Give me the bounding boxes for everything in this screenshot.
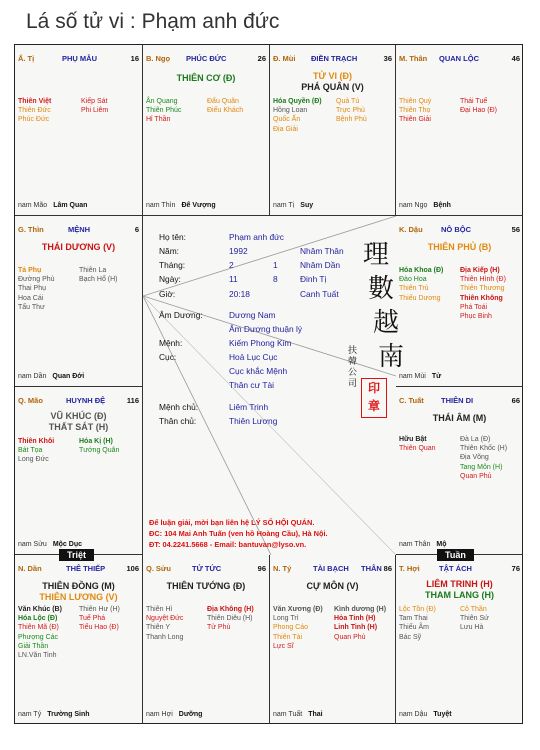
palace-life-stage: Quan Đới (52, 373, 85, 380)
minor-star: Bát Tọa (18, 447, 43, 455)
palace-branch (18, 564, 42, 573)
info-ho-ten-value: Phạm anh đức (229, 232, 284, 242)
minor-stars-left (273, 605, 323, 651)
palace-stem: Q. (18, 396, 26, 405)
palace-name: MỆNH (68, 225, 91, 234)
minor-star: Thiên Hỉ (146, 606, 173, 613)
palace-header (273, 54, 392, 64)
palace-branch (399, 396, 424, 405)
minor-stars-left (18, 266, 55, 312)
minor-star: Thiên Không (460, 294, 503, 302)
contact-address: ĐC: 104 Mai Anh Tuấn (ven hồ Hoàng Cầu), Hà Nội. (149, 529, 328, 538)
palace-footer (18, 711, 90, 718)
minor-star: Thiên Diêu (H) (207, 615, 253, 623)
minor-star: Đào Hoa (399, 276, 427, 284)
palace-number: 16 (130, 54, 139, 63)
minor-stars-right (79, 437, 119, 455)
palace-branch-name: Hợi (406, 564, 420, 573)
minor-star: Thiên Tài (273, 633, 303, 641)
minor-stars-right (207, 97, 243, 115)
minor-star: Địa Võng (460, 454, 489, 462)
minor-star: Lực Sĩ (273, 642, 294, 650)
minor-star: Bác Sỹ (399, 633, 422, 641)
palace-number: 26 (257, 54, 266, 63)
minor-star: Địa Không (H) (207, 606, 254, 613)
minor-star: Thiếu Dương (399, 294, 441, 302)
palace-branch (273, 564, 291, 573)
palace-life-stage: Dưỡng (178, 711, 203, 718)
page-title: Lá số tử vi : Phạm anh đức (26, 10, 280, 33)
minor-star: Quả Tú (336, 98, 360, 105)
info-thang-value: 2 (229, 260, 234, 270)
horoscope-chart (14, 44, 523, 724)
palace-number: 66 (511, 396, 520, 405)
palace-age-year: nam Thân (399, 541, 431, 548)
palace-name: THÊ THIẾP (66, 564, 106, 573)
minor-stars-right (334, 605, 386, 642)
minor-star: Thiên Thương (460, 285, 505, 293)
main-star: THÁI ÂM (M) (432, 413, 487, 423)
palace-footer (18, 373, 84, 380)
minor-star: Địa Giải (273, 125, 298, 133)
palace-name: ĐIỀN TRẠCH (311, 54, 358, 63)
minor-star: Hỏa Tinh (H) (334, 615, 376, 623)
palace-name: PHỤ MẪU (62, 54, 97, 63)
calligraphy-seal (363, 238, 404, 374)
minor-stars-right (81, 97, 108, 115)
info-thang-canchi: Nhâm Dần (300, 260, 341, 270)
palace-the-thiep[interactable] (15, 555, 143, 724)
palace-branch (18, 225, 44, 234)
palace-branch (273, 54, 295, 63)
info-than-chu-value: Thiên Lương (229, 416, 278, 426)
minor-stars-left (399, 605, 436, 642)
minor-star: Hóa Lộc (Đ) (18, 615, 58, 623)
info-menh-chu-value: Liêm Trinh (229, 402, 269, 412)
info-am-duong-label: Âm Dương: (159, 310, 203, 320)
palace-age-year: nam Tuất (273, 711, 303, 718)
minor-star: Thiên Đức (18, 107, 51, 115)
palace-footer (18, 202, 87, 209)
minor-star: Hồng Loan (273, 107, 308, 115)
palace-number: 36 (383, 54, 392, 63)
palace-life-stage: Trường Sinh (47, 711, 90, 718)
palace-name: QUAN LỘC (439, 54, 479, 63)
info-nam-canchi: Nhâm Thân (300, 246, 344, 256)
palace-footer (18, 541, 82, 548)
seal-side-char: 韓 (348, 357, 358, 367)
minor-star: Quan Phủ (460, 472, 492, 480)
minor-star: Cô Thần (460, 606, 487, 613)
palace-number: 86 (383, 564, 392, 573)
palace-tat-ach[interactable] (396, 555, 523, 724)
minor-star: Thiên Hư (H) (79, 606, 120, 613)
seal-side-char: 扶 (348, 346, 358, 356)
palace-age-year: nam Hợi (146, 711, 173, 718)
palace-name: THIÊN DI (441, 396, 474, 405)
palace-age-year: nam Thìn (146, 202, 176, 209)
minor-star: Thiên Hình (Đ) (460, 276, 506, 284)
minor-star: Quan Phù (334, 633, 366, 641)
calligraphy-char: 南 (378, 342, 405, 372)
minor-star: Tang Môn (H) (460, 463, 503, 471)
minor-star: Tuế Phá (79, 615, 106, 623)
minor-star: Kiếp Sát (81, 98, 108, 105)
minor-star: Đại Hao (Đ) (460, 107, 497, 115)
palace-header (18, 396, 139, 406)
minor-star: Hóa Quyền (Đ) (273, 98, 322, 105)
palace-stem: Ấ. (18, 54, 26, 63)
palace-branch-name: Dần (27, 564, 42, 573)
palace-age-year: nam Dần (18, 373, 47, 380)
minor-star: Kình dương (H) (334, 606, 387, 613)
minor-star: Phi Liêm (81, 107, 109, 115)
info-thang-label: Tháng: (159, 260, 186, 270)
palace-branch-name: Thìn (27, 225, 44, 234)
minor-star: Đà La (Đ) (460, 436, 491, 443)
palace-name: HUYNH ĐỆ (66, 396, 106, 405)
minor-stars-left (399, 435, 436, 453)
info-menh-label: Mệnh: (159, 338, 183, 348)
main-star: CỰ MÔN (V) (306, 581, 359, 591)
info-ngay-lunar: 8 (273, 274, 278, 284)
info-am-duong-note: Âm Dương thuận lý (229, 324, 303, 334)
main-star: LIÊM TRINH (H) (426, 579, 493, 589)
palace-huynh-de[interactable] (15, 387, 143, 555)
minor-star: LN.Văn Tinh (18, 652, 57, 660)
main-star: THẤT SÁT (H) (48, 422, 109, 432)
palace-life-stage: Lâm Quan (53, 202, 88, 209)
minor-star: Giải Thần (18, 642, 49, 650)
palace-quan-loc[interactable] (396, 45, 523, 216)
calligraphy-char: 越 (373, 308, 400, 338)
palace-phu-mau[interactable] (15, 45, 143, 216)
minor-star: Nguyệt Đức (146, 615, 184, 623)
palace-age-year: nam Mùi (399, 373, 426, 380)
minor-star: Long Đức (18, 456, 49, 464)
palace-tu-tuc[interactable] (143, 555, 270, 724)
minor-star: Ân Quang (146, 98, 178, 105)
palace-tai-bach[interactable] (270, 555, 396, 724)
palace-branch-name: Ngọ (155, 54, 171, 63)
info-cuc-relation: Cục khắc Mệnh (229, 366, 288, 376)
palace-life-stage: Suy (300, 202, 314, 209)
minor-stars-left (273, 97, 322, 134)
palace-number: 96 (257, 564, 266, 573)
info-thang-lunar: 1 (273, 260, 278, 270)
palace-dien-trach[interactable] (270, 45, 396, 216)
palace-stem: G. (18, 225, 26, 234)
badge-tuan: Tuần (437, 549, 474, 561)
minor-star: Hỉ Thần (146, 116, 171, 124)
minor-star: Thái Tuế (460, 98, 488, 105)
minor-star: Phúc Đức (18, 116, 50, 124)
info-gio-canchi: Canh Tuất (300, 289, 339, 299)
minor-star: Thiên Quan (399, 445, 436, 453)
palace-life-stage: Thai (308, 711, 323, 718)
palace-number: 46 (511, 54, 520, 63)
palace-header (18, 225, 139, 235)
minor-star: Phục Binh (460, 313, 492, 321)
palace-name: TỬ TỨC (192, 564, 222, 573)
palace-number: 76 (511, 564, 520, 573)
badge-triet: Triệt (59, 549, 94, 561)
stamp-char: 印 (367, 381, 380, 395)
palace-stem: T. (399, 564, 405, 573)
minor-star: Hữu Bật (399, 436, 427, 443)
minor-star: Lưu Hà (460, 624, 484, 632)
minor-star: Thiên Khốc (H) (460, 445, 508, 453)
info-gio-label: Giờ: (159, 289, 176, 299)
minor-star: Điếu Khách (207, 107, 244, 115)
palace-phuc-duc[interactable] (143, 45, 270, 216)
minor-star: Thiên Phúc (146, 107, 182, 115)
minor-stars-left (18, 97, 51, 125)
palace-age-year: nam Mão (18, 202, 48, 209)
minor-star: Thiên Giải (399, 116, 431, 124)
stamp-char: 章 (367, 399, 380, 413)
minor-star: Thiên Mã (Đ) (18, 624, 59, 632)
calligraphy-char: 數 (368, 274, 395, 304)
palace-branch-name: Tuất (408, 396, 424, 405)
info-ho-ten: Họ tên: (159, 232, 187, 242)
minor-star: Long Trì (273, 615, 299, 623)
palace-age-year: nam Dậu (399, 711, 428, 718)
palace-branch-name: Mùi (282, 54, 296, 63)
palace-footer (399, 711, 452, 718)
info-gio-value: 20:18 (229, 289, 250, 299)
minor-star: Tấu Thư (18, 303, 45, 311)
palace-footer (399, 202, 451, 209)
palace-branch-name: Tý (282, 564, 292, 573)
palace-menh[interactable] (15, 216, 143, 387)
palace-life-stage: Tử (431, 373, 442, 380)
seal-side-char: 公 (348, 368, 358, 378)
palace-branch (18, 396, 43, 405)
minor-star: Thiên Sứ (460, 615, 489, 623)
minor-star: Thiên La (79, 267, 107, 274)
palace-footer (146, 202, 216, 209)
info-menh-value: Kiếm Phong Kim (229, 338, 292, 348)
palace-stem: N. (18, 564, 26, 573)
palace-name: NÔ BỘC (441, 225, 471, 234)
minor-star: Thiên Thọ (399, 107, 431, 115)
palace-branch-name: Tị (27, 54, 35, 63)
palace-branch-name: Dậu (408, 225, 423, 234)
palace-branch (399, 564, 420, 573)
info-ngay-canchi: Đinh Tị (300, 274, 327, 284)
palace-header (399, 225, 520, 235)
info-am-duong-value: Dương Nam (229, 310, 276, 320)
palace-branch-name: Mão (27, 396, 43, 405)
minor-star: Thiên Quý (399, 98, 432, 105)
minor-star: Tam Thai (399, 615, 428, 623)
minor-star: Thiên Khôi (18, 438, 55, 445)
minor-star: Tiểu Hao (Đ) (79, 624, 119, 632)
minor-star: Thiên Trù (399, 285, 429, 293)
minor-star: Hoa Cái (18, 294, 44, 302)
minor-stars-right (207, 605, 254, 633)
info-cuc-value: Hoả Lục Cục (229, 352, 278, 362)
main-star: THIÊN PHỦ (B) (427, 242, 492, 252)
info-menh-chu-label: Mệnh chủ: (159, 402, 199, 412)
minor-star: Phong Cáo (273, 624, 309, 632)
red-stamp (361, 378, 387, 418)
palace-stem: K. (399, 225, 407, 234)
minor-star: Địa Kiếp (H) (460, 267, 500, 274)
minor-star: Thiên Việt (18, 98, 52, 105)
palace-life-stage: Tuyệt (433, 711, 452, 718)
minor-star: Phượng Các (18, 633, 59, 641)
info-ngay-value: 11 (229, 274, 238, 284)
minor-stars-left (399, 97, 431, 125)
minor-stars-left (146, 605, 183, 642)
palace-footer (273, 711, 323, 718)
minor-star: Thanh Long (146, 633, 184, 641)
minor-star: Tướng Quân (79, 447, 120, 455)
palace-age-year: nam Sửu (18, 541, 47, 548)
palace-branch (18, 54, 34, 63)
seal-side-char: 司 (348, 379, 358, 389)
calligraphy-char: 理 (363, 240, 390, 270)
palace-number: 116 (126, 396, 139, 405)
palace-footer (399, 373, 441, 380)
minor-star: Thiếu Âm (399, 624, 429, 632)
palace-number: 106 (126, 564, 139, 573)
minor-star: Quốc Ấn (273, 116, 301, 124)
palace-no-boc[interactable] (396, 216, 523, 387)
palace-header (18, 564, 139, 574)
minor-star: Hóa Kị (H) (79, 438, 113, 445)
main-star: TỬ VI (Đ) (313, 71, 352, 81)
contact-phone-email: ĐT: 04.2241.5668 - Email: bantuvan@lyso.vn. (149, 540, 307, 549)
palace-life-stage: Mộ (436, 541, 447, 548)
minor-star: Tả Phụ (18, 267, 42, 274)
palace-number: 56 (511, 225, 520, 234)
main-star: THIÊN TƯỚNG (Đ) (166, 581, 246, 591)
minor-stars-right (460, 97, 497, 115)
palace-life-stage: Đế Vượng (181, 202, 216, 209)
minor-stars-right (460, 266, 506, 321)
minor-star: Văn Khúc (B) (18, 606, 62, 613)
palace-age-year: nam Tý (18, 711, 42, 718)
info-than-chu-label: Thân chủ: (159, 416, 197, 426)
palace-branch-name: Thân (409, 54, 428, 63)
minor-stars-left (399, 266, 443, 303)
seal-side-text (348, 346, 357, 390)
minor-stars-left (146, 97, 181, 125)
palace-header (146, 54, 266, 64)
palace-thien-di[interactable] (396, 387, 523, 555)
palace-header (399, 396, 520, 406)
minor-star: Linh Tinh (H) (334, 624, 378, 632)
minor-stars-right (79, 605, 120, 633)
palace-branch (146, 564, 171, 573)
palace-stem: Q. (146, 564, 154, 573)
main-star: THAM LANG (H) (425, 590, 494, 600)
palace-footer (399, 541, 447, 548)
minor-stars-left (18, 437, 54, 465)
main-star: THIÊN LƯƠNG (V) (39, 592, 118, 602)
palace-footer (146, 711, 202, 718)
palace-branch (399, 225, 423, 234)
palace-name: TÀI BẠCH (313, 564, 349, 573)
palace-number: 6 (134, 225, 139, 234)
info-than-cu: Thân cư Tài (229, 380, 275, 390)
info-nam-label: Năm: (159, 246, 180, 256)
minor-stars-right (460, 605, 489, 633)
palace-header (146, 564, 266, 574)
minor-star: Bệnh Phù (336, 116, 367, 124)
main-star: PHÁ QUÂN (V) (301, 82, 364, 92)
minor-star: Lộc Tồn (Đ) (399, 606, 436, 613)
minor-star: Văn Xương (Đ) (273, 606, 323, 613)
minor-stars-right (336, 97, 367, 125)
minor-star: Tử Phù (207, 624, 231, 632)
palace-stem: Đ. (273, 54, 281, 63)
minor-star: Đẩu Quân (207, 98, 239, 105)
palace-stem: B. (146, 54, 154, 63)
palace-header (18, 54, 139, 64)
minor-stars-left (18, 605, 62, 660)
minor-star: Trực Phù (336, 107, 365, 115)
palace-name: TẬT ÁCH (439, 564, 472, 573)
palace-stem: N. (273, 564, 281, 573)
minor-star: Bạch Hổ (H) (79, 276, 118, 284)
palace-age-year: nam Ngọ (399, 202, 428, 209)
palace-header (399, 54, 520, 64)
palace-branch (146, 54, 170, 63)
palace-stem: C. (399, 396, 407, 405)
palace-age-year: nam Tị (273, 202, 295, 209)
palace-branch-name: Sửu (155, 564, 171, 573)
palace-stem: M. (399, 54, 408, 63)
info-nam-value: 1992 (229, 246, 248, 256)
palace-life-stage: Bệnh (433, 202, 451, 209)
palace-branch (399, 54, 427, 63)
minor-star: Hóa Khoa (Đ) (399, 267, 444, 274)
palace-footer (273, 202, 313, 209)
palace-header (399, 564, 520, 574)
palace-header (273, 564, 392, 574)
main-star: THIÊN ĐỒNG (M) (42, 581, 115, 591)
minor-stars-right (460, 435, 507, 481)
contact-note: Để luận giải, mời bạn liên hệ LÝ SỐ HỘI QUÁN. (149, 518, 315, 527)
main-star: VŨ KHÚC (Đ) (50, 411, 107, 421)
info-cuc-label: Cục: (159, 352, 177, 362)
minor-star: Phá Toái (460, 303, 488, 311)
minor-stars-right (79, 266, 118, 284)
palace-name: PHÚC ĐỨC (186, 54, 227, 63)
palace-life-stage: Mộc Dục (52, 541, 82, 548)
main-star: THÁI DƯƠNG (V) (41, 242, 116, 252)
main-star: THIÊN CƠ (Đ) (176, 73, 236, 83)
minor-star: Thiên Y (146, 624, 170, 632)
minor-star: Đường Phù (18, 276, 55, 284)
info-ngay-label: Ngày: (159, 274, 181, 284)
minor-star: Thai Phụ (18, 285, 47, 293)
center-info-panel (143, 216, 405, 555)
palace-extra-marker: THÂN (361, 564, 382, 573)
